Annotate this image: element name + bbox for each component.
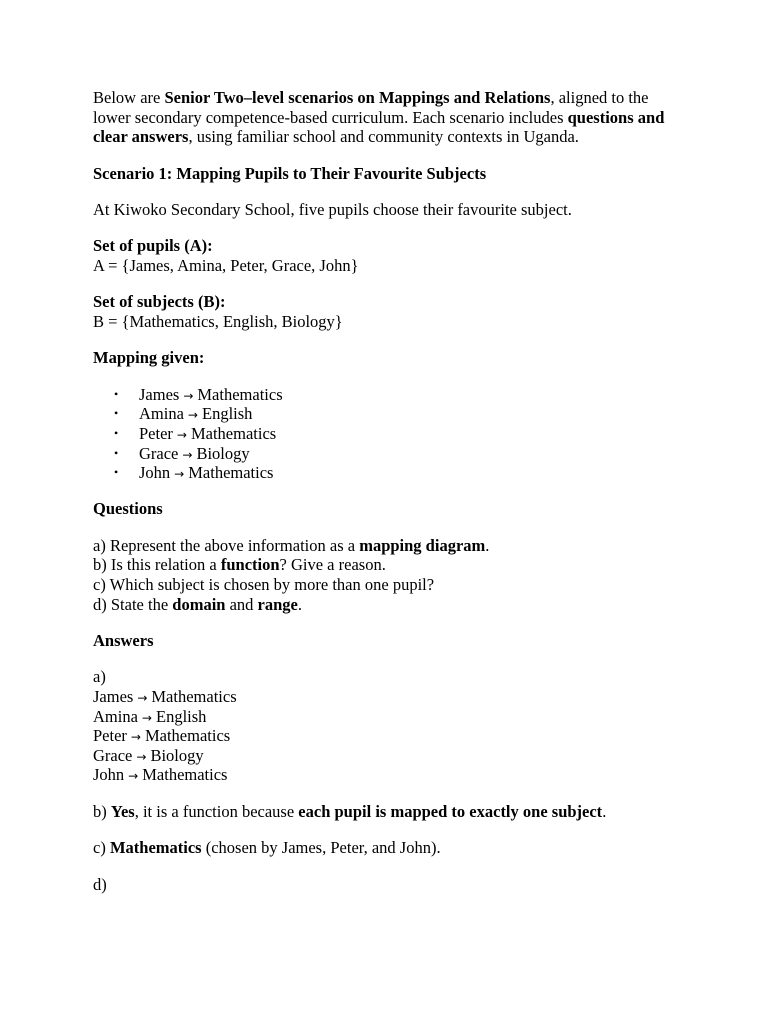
- answer-text: b): [93, 801, 111, 821]
- set-a-value: A = {James, Amina, Peter, Grace, John}: [93, 255, 359, 275]
- arrow-right-icon: →: [136, 749, 147, 764]
- intro-text: , aligned to the lower secondary competence-based curriculum. Each scenario includes: [93, 88, 649, 127]
- question-c: c) Which subject is chosen by more than one pupil?: [93, 575, 435, 595]
- answer-a-line: [93, 687, 683, 707]
- arrow-right-icon: →: [187, 408, 198, 423]
- question-bold: mapping diagram: [359, 535, 486, 555]
- arrow-right-icon: →: [182, 447, 193, 462]
- answer-to: English: [155, 706, 207, 726]
- answer-to: Mathematics: [144, 726, 231, 746]
- mapping-from: James: [139, 384, 180, 404]
- answers-heading: Answers: [93, 631, 154, 651]
- mapping-label: Mapping given:: [93, 348, 205, 368]
- set-b-label: Set of subjects (B):: [93, 292, 226, 312]
- question-text: and: [225, 594, 258, 614]
- bullet-icon: •: [114, 445, 119, 460]
- answer-from: Grace: [93, 745, 133, 765]
- answer-from: John: [93, 765, 125, 785]
- question-text: a) Represent the above information as a: [93, 535, 360, 555]
- answer-a-block: [93, 667, 683, 785]
- intro-bold-topic: Senior Two–level scenarios on Mappings and Relations: [164, 88, 551, 107]
- question-a: [93, 536, 683, 556]
- question-text: .: [297, 594, 302, 614]
- arrow-right-icon: →: [141, 710, 152, 725]
- list-item: [93, 424, 683, 444]
- arrow-right-icon: →: [130, 730, 141, 745]
- answer-from: Amina: [93, 706, 138, 726]
- intro-text: Below are: [93, 88, 165, 107]
- set-b-block: [93, 292, 683, 331]
- answer-text: (chosen by James, Peter, and John).: [201, 838, 441, 858]
- mapping-from: Grace: [139, 443, 179, 463]
- set-b-value: B = {Mathematics, English, Biology}: [93, 311, 343, 331]
- answer-to: Biology: [150, 745, 204, 765]
- answer-from: Peter: [93, 726, 127, 746]
- answer-bold: each pupil is mapped to exactly one subject: [298, 801, 603, 821]
- answer-from: James: [93, 687, 134, 707]
- answer-a-line: [93, 707, 683, 727]
- answer-a-line: [93, 765, 683, 785]
- question-text: ? Give a reason.: [279, 555, 386, 575]
- answer-a-label: a): [93, 667, 106, 687]
- answer-text: , it is a function because: [134, 801, 299, 821]
- mapping-from: Amina: [139, 404, 184, 424]
- answer-to: Mathematics: [142, 765, 228, 785]
- answer-text: .: [602, 801, 607, 821]
- answer-bold: Yes: [110, 801, 135, 821]
- arrow-right-icon: →: [183, 388, 194, 403]
- mapping-from: John: [139, 463, 171, 483]
- answer-c: [93, 838, 683, 858]
- list-item: [93, 463, 683, 483]
- questions-heading: Questions: [93, 499, 163, 519]
- intro-bold-questions: questions and clear answers: [93, 107, 665, 147]
- mapping-to: Mathematics: [197, 384, 283, 404]
- answer-a-line: [93, 746, 683, 766]
- bullet-icon: •: [114, 406, 119, 421]
- question-bold: function: [220, 555, 280, 575]
- arrow-right-icon: →: [174, 467, 185, 482]
- question-text: d) State the: [93, 594, 173, 614]
- arrow-right-icon: →: [128, 769, 139, 784]
- question-text: b) Is this relation a: [93, 555, 221, 575]
- mapping-from: Peter: [139, 423, 173, 443]
- document-page: [93, 88, 683, 894]
- intro-text: , using familiar school and community contexts in Uganda.: [188, 127, 579, 147]
- question-bold: domain: [172, 594, 226, 614]
- question-d: [93, 595, 683, 615]
- bullet-icon: •: [114, 465, 119, 480]
- answer-to: Mathematics: [151, 687, 237, 707]
- set-a-block: [93, 236, 683, 275]
- set-a-label: Set of pupils (A):: [93, 236, 213, 256]
- answer-b: [93, 802, 683, 822]
- intro-paragraph: [93, 88, 683, 147]
- mapping-list: [93, 385, 683, 483]
- list-item: [93, 444, 683, 464]
- mapping-to: Mathematics: [190, 423, 277, 443]
- answer-bold: Mathematics: [109, 838, 202, 858]
- scenario-title: Scenario 1: Mapping Pupils to Their Favourite Subjects: [93, 163, 487, 183]
- questions-block: [93, 536, 683, 614]
- arrow-right-icon: →: [137, 691, 148, 706]
- arrow-right-icon: →: [176, 427, 187, 442]
- list-item: [93, 385, 683, 405]
- bullet-icon: •: [114, 425, 119, 440]
- question-bold: range: [257, 594, 298, 614]
- scenario-description: At Kiwoko Secondary School, five pupils choose their favourite subject.: [93, 199, 572, 219]
- mapping-to: Biology: [196, 443, 250, 463]
- answer-a-line: [93, 726, 683, 746]
- mapping-to: English: [201, 404, 253, 424]
- question-b: [93, 555, 683, 575]
- answer-d-label: d): [93, 874, 107, 894]
- bullet-icon: •: [114, 386, 119, 401]
- question-text: .: [485, 535, 490, 555]
- mapping-to: Mathematics: [188, 463, 274, 483]
- list-item: [93, 404, 683, 424]
- answer-text: c): [93, 838, 110, 858]
